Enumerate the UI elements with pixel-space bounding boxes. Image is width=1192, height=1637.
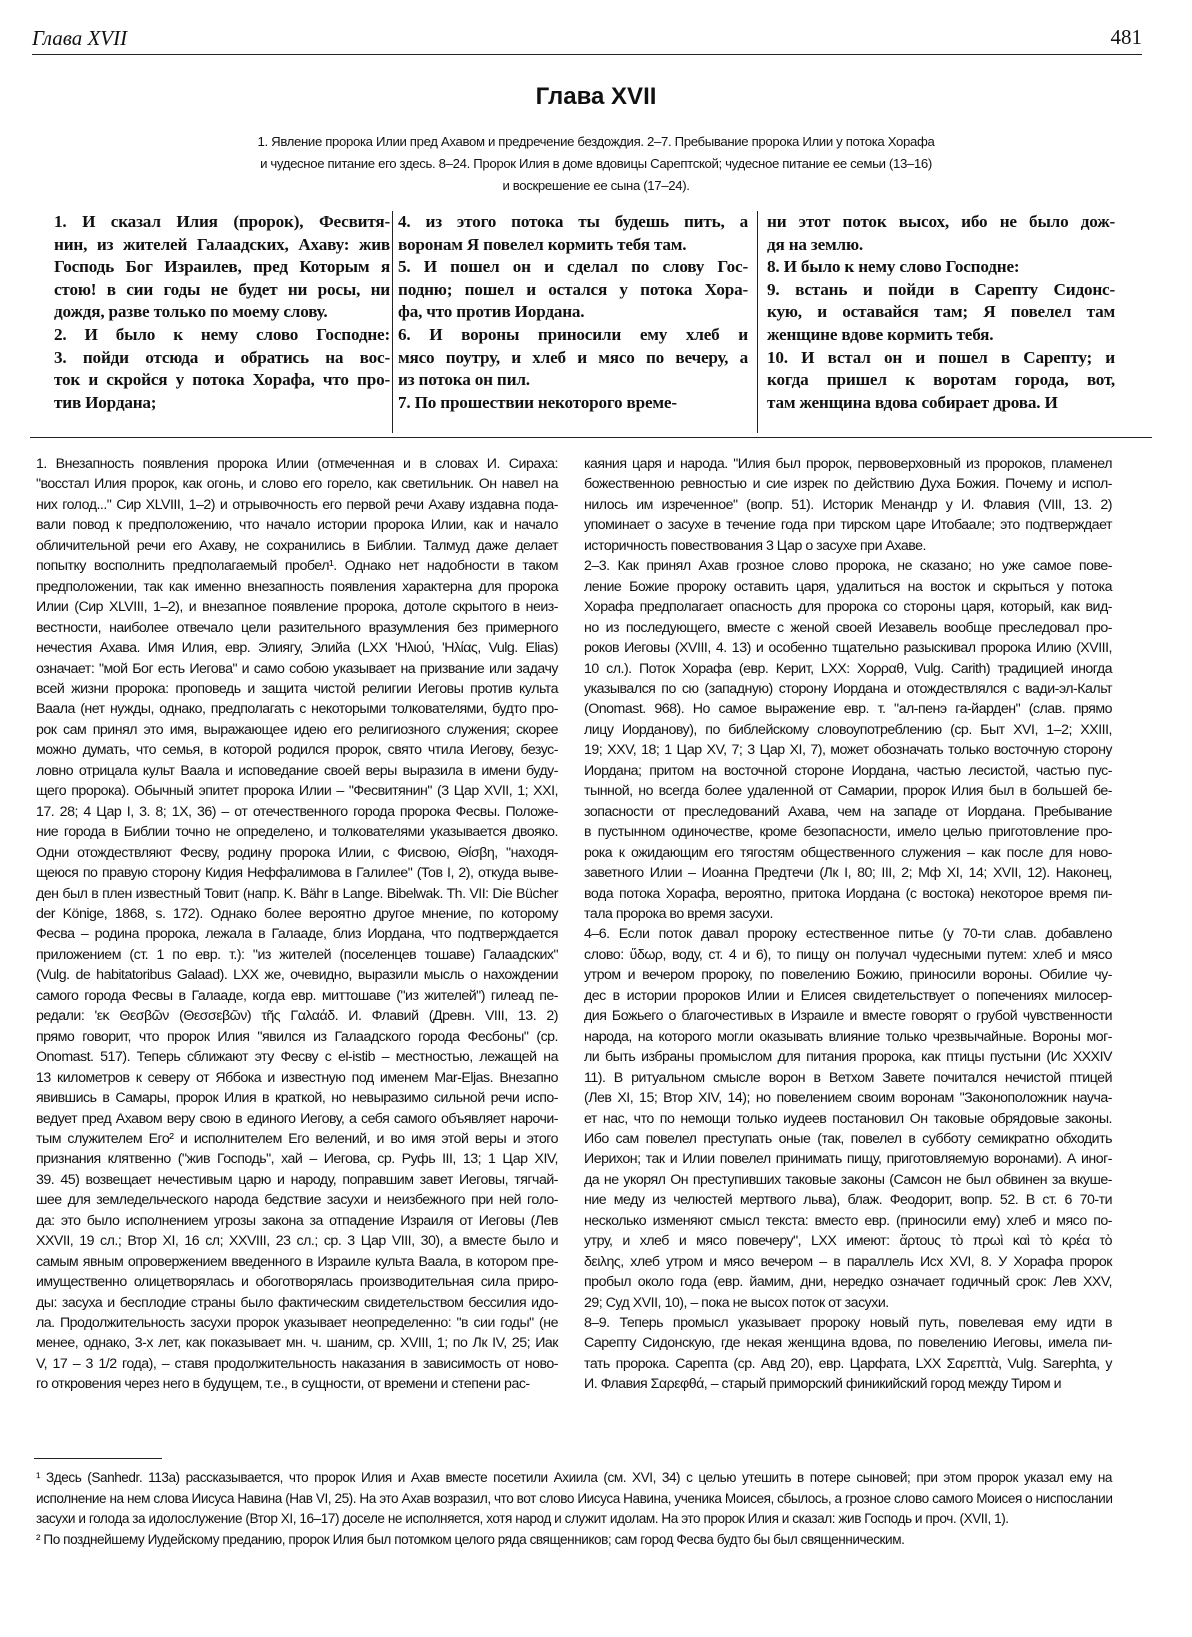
commentary-line: 13 километров к северу от Яббока и известную под именем Mar-Eljas. Внезапно (36, 1069, 558, 1086)
commentary-line: ден был в плен известный Товит (напр. K. Bähr в Lange. Bibelwak. Th. VII: Die Bücher (36, 885, 558, 902)
footnote-line: ² По позднейшему Иудейскому преданию, пророк Илия был потомком целого ряда священников; сам город Фесва будто бы был священническим. (36, 1531, 905, 1547)
commentary-line: der Könige, 1868, s. 172). Однако более вероятно другое мнение, по которому (36, 905, 558, 922)
commentary-line: указывался по сю (западную) сторону Иордана и отождествлялся с вади-эл-Кальт (584, 680, 1112, 697)
verse-line: мясо поутру, и хлеб и мясо по вечеру, а (398, 347, 748, 367)
commentary-line: ла. Продолжительность засухи пророк указывает неопределенно: "в сии годы" (не (36, 1315, 558, 1332)
commentary-line: но из последующего, вместе с женой своей Иезавель вообще преследовал про- (584, 619, 1112, 636)
commentary-line: Сарепту Сидонскую, где некая женщина вдова, по повелению Иеговы, имела пи- (584, 1335, 1112, 1352)
commentary-line: ние меду из челюстей мертвого льва), блаж. Феодорит, вопр. 52. В ст. 6 70-ти (584, 1192, 1112, 1209)
commentary-line: 39. 45) возвещает нечестивым царю и народу, поправшим завет Иеговы, тягчай- (36, 1171, 558, 1188)
scripture-column-1 (54, 211, 390, 436)
verse-line: 6. И вороны приносили ему хлеб и (398, 324, 748, 344)
commentary-line: приложением (ст. 1 по евр. т.): "из жителей (поселенцев тошаве) Галаадских" (36, 946, 558, 963)
commentary-line: заветного Илии – Иоанна Предтечи (Лк I, 80; III, 2; Мф XI, 14; XVII, 12). Наконец, (584, 865, 1112, 882)
column-divider (757, 211, 758, 433)
commentary-line: щего пророка). Обычный эпитет пророка Илии – "Фесвитянин" (3 Цар XVII, 1; XXI, (36, 783, 558, 800)
commentary-line: (Onomast. 968). Но самое выражение евр. т. "ал-пенэ га-йарден" (слав. прямо (584, 701, 1112, 718)
commentary-line: вода потока Хорафа, вероятно, притока Иордана (с востока) некоторое время пи- (584, 885, 1112, 902)
commentary-line: божественною ревностью и сие изрек по действию Духа Божия. Почему и испол- (584, 476, 1112, 493)
verse-line: ток и скройся у потока Хорафа, что про- (54, 370, 390, 390)
verse-line: 5. И пошел он и сделал по слову Гос- (398, 257, 748, 277)
scripture-column-2 (398, 211, 748, 436)
running-head (32, 20, 1142, 55)
commentary-line: V, 17 – 3 1/2 года), – ставя продолжительность наказания в зависимость от ново- (36, 1355, 558, 1372)
commentary-line: народа, на которого могли оказывать влияние только чрезвычайные. Вороны мог- (584, 1028, 1112, 1045)
commentary-line: δειλης, хлеб утром и мясо вечером – в параллель Исх XVI, 8. У Хорафа пророк (584, 1253, 1112, 1270)
commentary-line: пробыл около года (евр. йамим, дни, нередко означает годичный срок: Лев XXV, (584, 1274, 1112, 1291)
commentary-line: щеюся по правую сторону Кидия Неффалимова в Галилее" (Тов I, 2), откуда выве- (36, 865, 558, 882)
commentary-line: да: это было исполнением угрозы закона за отпадение Израиля от Иеговы (Лев (36, 1212, 558, 1229)
verse-line: воронам Я повелел кормить тебя там. (398, 234, 687, 254)
commentary-line: Onomast. 517). Теперь сближают эту Фесву с el-istib – местностью, лежащей на (36, 1049, 558, 1066)
footnote-divider (34, 1458, 162, 1459)
verse-line: стою! в сии годы не будет ни росы, ни (54, 279, 390, 299)
commentary-line: всей жизни пророка: проповедь и защита чистой религии Иеговы против культа (36, 680, 558, 697)
verse-line: из потока он пил. (398, 370, 530, 390)
commentary-line: зопасности от преследований Ахава, чем на западе от Иордана. Пребывание (584, 803, 1112, 820)
commentary-line: предположении, так как именно внезапность появления характерна для пророка (36, 578, 558, 595)
column-divider (392, 211, 393, 433)
commentary-line: Илии (Сир XLVIII, 1–2), и внезапное появление пророка, дотоле скрытого в неиз- (36, 599, 558, 616)
verse-line: 8. И было к нему слово Господне: (767, 257, 1020, 277)
verse-line: Господь Бог Израилев, пред Которым я (54, 257, 390, 277)
commentary-line: имущественно олицетворялась и обоготворялась производительная сила приро- (36, 1274, 558, 1291)
chapter-title: Глава XVII (535, 83, 657, 110)
commentary-line: Ваала (нет нужды, однако, предполагать с некоторыми толкователями, будто про- (36, 701, 558, 718)
verse-line: кую, и оставайся там; Я повелел там (767, 302, 1115, 322)
commentary-line: Иордана; притом на восточной стороне Иордана, частью лесистой, частью пус- (584, 762, 1112, 779)
scripture-column-3 (767, 211, 1115, 436)
verse-line: тив Иордана; (54, 392, 157, 412)
commentary-line: историчность повествования 3 Цар о засухе при Ахаве. (584, 537, 926, 554)
commentary-line: (Лев XI, 15; Втор XIV, 14); но повелением своим воронам "Законоположник науча- (584, 1090, 1112, 1107)
commentary-line: ление Божие пророку оставить царя, удалиться на восток и скрыться у потока (584, 578, 1112, 595)
commentary-line: Иерихон; так и Илии повелел принимать пищу, приготовляемую воронами). А иног- (584, 1151, 1112, 1168)
running-head-chapter: Глава XVII (32, 26, 128, 50)
commentary-line: ли быть избраны промыслом для питания пророка, как птицы пустыни (Ис XXXIV (584, 1049, 1112, 1066)
footnote-line: засухи и голода за идолослужение (Втор XI, 16–17) доселе не исполняется, хотя народ и служит идолам. На это пророк Илия и сказал: жив Господь и проч. (XVII, 1). (36, 1511, 1009, 1526)
commentary-line: 1. Внезапность появления пророка Илии (отмеченная и в словах И. Сираха: (36, 456, 558, 472)
page-number: 481 (1110, 25, 1142, 49)
summary-line: и чудесное питание его здесь. 8–24. Пророк Илия в доме вдовицы Сарептской; чудесное питание ее семьи (13–16) (260, 156, 932, 171)
commentary-line: вали повод к предположению, что начало истории пророка Илии, как и начало (36, 517, 558, 534)
commentary-line: вестности, наиболее отвечало цели разительного вразумления без примерного (36, 619, 558, 636)
commentary-line: ет нас, что по немощи только иудеев постановил Он таковые обрядовые законы. (584, 1110, 1112, 1127)
scripture-divider (30, 437, 1152, 438)
commentary-line: 19; XXV, 18; 1 Цар XV, 7; 3 Цар XI, 7), может обозначать только восточную сторону (584, 742, 1112, 759)
commentary-column-2 (584, 454, 1112, 1395)
commentary-line: рок сам принял это имя, выражающее идею его религиозного служения; скорее (36, 721, 558, 738)
commentary-line: утру, и хлеб и мясо повечеру", LXX имеют: ἄρτους τὸ πρωὶ καὶ τὸ κρέα τὸ (584, 1233, 1112, 1250)
commentary-line: го откровения через него в будущем, т.е., в сущности, от времени и степени рас- (36, 1376, 530, 1393)
commentary-line: 2–3. Как принял Ахав грозное слово пророка, не сказано; но уже самое пове- (584, 558, 1112, 575)
commentary-line: 11). В ритуальном смысле ворон в Ветхом Завете почитался нечистой птицей (584, 1069, 1112, 1086)
verse-line: 2. И было к нему слово Господне: (54, 324, 390, 344)
commentary-line: Фесва – родина пророка, лежала в Галааде, близ Иордана, что подтверждается (36, 926, 558, 943)
commentary-line: несколько изменяют смысл текста: вместо евр. (приносили ему) хлеб и мясо по- (584, 1212, 1112, 1229)
verse-line: нин, из жителей Галаадских, Ахаву: жив (54, 234, 390, 254)
commentary-line: признания клятвенно ("жив Господь", хай – Иегова, ср. Руфь III, 13; 1 Цар XIV, (36, 1151, 558, 1168)
verse-line: фа, что против Иордана. (398, 302, 585, 322)
commentary-line: самого города Фесвы в Галааде, когда евр. миттошаве ("из жителей") гилеад пе- (36, 987, 558, 1004)
commentary-line: (Vulg. de habitatoribus Galaad). LXX же, очевидно, выразили мысль о нахождении (36, 967, 558, 984)
commentary-line: попытку восполнить предполагаемый пробел¹. Однако нет надобности в таком (36, 558, 558, 575)
commentary-line: ние города в Библии точно не определено, и толкователями указывается двояко. (36, 824, 558, 841)
commentary-line: утром и вечером пророку, по повелению Божию, приносили вороны. Обилие чу- (584, 967, 1112, 984)
commentary-line: ды: засуха и бесплодие страны было фактическим свидетельством бессилия идо- (36, 1294, 558, 1311)
commentary-line: 8–9. Теперь промысл указывает пророку новый путь, повелевая ему идти в (584, 1315, 1112, 1332)
commentary-line: Одни отождествляют Фесву, родину пророка Илии, с Фисвою, Θίσβη, "находя- (36, 844, 558, 861)
commentary-line: тала пророка во время засухи. (584, 905, 773, 922)
commentary-line: редали: 'εκ Θεσβῶν (Θεσσεβῶν) τῆς Γαλαάδ. И. Флавий (Древн. VIII, 13. 2) (36, 1008, 558, 1025)
footnotes (36, 1468, 1112, 1550)
commentary-line: И. Флавия Σαρεφθά, – старый приморский финикийский город между Тиром и (584, 1376, 1062, 1393)
commentary-line: ведует пред Ахавом веру свою в единого Иегову, а себя самого объявляет нарочи- (36, 1110, 558, 1127)
commentary-line: дес в истории пророков Илии и Елисея свидетельствует о попечениях милосер- (584, 987, 1112, 1004)
commentary-line: 4–6. Если поток давал пророку естественное питье (у 70-ти слав. добавлено (584, 926, 1112, 943)
verse-line: там женщина вдова собирает дрова. И (767, 392, 1058, 412)
commentary-line: 29; Суд XVII, 10), – пока не высох поток от засухи. (584, 1294, 889, 1311)
commentary-line: тать пророка. Сарепта (ср. Авд 20), евр. Царфата, LXX Σαρεπτὰ, Vulg. Sarephta, у (584, 1355, 1112, 1372)
verse-line: 3. пойди отсюда и обратись на вос- (54, 347, 390, 367)
commentary-line: самым явным опровержением введенного в Израиле культа Ваала, в котором пре- (36, 1253, 558, 1270)
summary-line: и воскрешение ее сына (17–24). (502, 178, 690, 193)
commentary-line: да не укорял Он преступивших таковые законы (Самсон не был обвинен за вкуше- (584, 1171, 1112, 1188)
commentary-line: в пустынном одиночестве, кроме безопасности, имело целью приготовление про- (584, 824, 1112, 841)
commentary-line: нечестия Ахава. Имя Илия, евр. Элиягу, Элийа (LXX 'Ηλιού, 'Ηλίας, Vulg. Elias) (36, 640, 558, 657)
verse-line: 1. И сказал Илия (пророк), Фесвитя- (54, 212, 390, 231)
commentary-line: Хорафа предполагает опасность для пророка со стороны царя, который, как вид- (584, 599, 1112, 616)
commentary-line: XXVII, 19 сл.; Втор XI, 16 сл; XXVIII, 23 сл.; ср. 3 Цар VIII, 30), а вместе было и (36, 1233, 558, 1250)
commentary-line: нилось им изреченное" (вопр. 51). Историк Менандр у И. Флавия (VIII, 13. 2) (584, 496, 1112, 513)
verse-line: когда пришел к воротам города, вот, (767, 370, 1115, 390)
verse-line: 7. По прошествии некоторого време- (398, 392, 677, 412)
commentary-line: шее для земледельческого народа бедствие засухи и неизбежного при ней голо- (36, 1192, 558, 1209)
commentary-line: "восстал Илия пророк, как огонь, и слово его горело, как светильник. Он навел на (36, 476, 558, 493)
commentary-line: ловно отрицала культ Ваала и исповедание своей веры выразила в имени буду- (36, 762, 558, 779)
commentary-line: слово: ὕδωρ, воду, ст. 4 и 6), то пищу он получал чудесными путем: хлеб и мясо (584, 946, 1112, 963)
commentary-line: Ибо сам повелел преступать оные (так, повелел в субботу семикратно обходить (584, 1130, 1112, 1147)
verse-line: подню; пошел и остался у потока Хора- (398, 279, 748, 299)
commentary-line: 17. 28; 4 Цар I, 3. 8; 1X, 36) – от отечественного города пророка Фесвы. Положе- (36, 803, 558, 820)
commentary-line: менее, однако, 3-х лет, как показывает мн. ч. шаним, ср. XVIII, 1; по Лк IV, 25; Иак (36, 1335, 558, 1352)
summary-line: 1. Явление пророка Илии пред Ахавом и предречение бездождия. 2–7. Пребывание пророка Илии у потока Хорафа (257, 134, 935, 149)
commentary-line: рока к ожидающим его тягостям общественного служения – как после для ново- (584, 844, 1112, 861)
verse-line: 10. И встал он и пошел в Сарепту; и (767, 347, 1115, 367)
commentary-line: каяния царя и народа. "Илия был пророк, первоверховный из пророков, пламенел (584, 456, 1112, 472)
commentary-line: тынной, но всегда более удаленной от Самарии, пророк Илия был в большей бе- (584, 783, 1112, 800)
commentary-column-1 (36, 454, 558, 1395)
commentary-line: прямо говорит, что пророк Илия "явился из Галаадского города Фесбоны" (ср. (36, 1028, 558, 1045)
commentary-line: означает: "мой Бог есть Иегова" и само собою указывает на призвание или задачу (36, 660, 558, 677)
commentary-line: лицу Иорданову), по библейскому словоупотреблению (ср. Быт XVI, 1–2; XXIII, (584, 721, 1112, 738)
verse-line: 4. из этого потока ты будешь пить, а (398, 212, 748, 231)
commentary-line: 10 сл.). Поток Хорафа (евр. Керит, LXX: Χορραθ, Vulg. Carith) традицией иногда (584, 660, 1112, 677)
commentary-line: дия Божьего о благочестивых в Израиле и вместе говорят о грубой чувственности (584, 1008, 1112, 1025)
commentary-line: тым служителем Его² и исполнителем Его велений, и во имя этой веры и этого (36, 1130, 558, 1147)
commentary-line: можно думать, что семья, в которой родился пророк, свято чтила Иегову, безус- (36, 742, 558, 759)
verse-line: дождя, разве только по моему слову. (54, 302, 328, 322)
footnote-line: ¹ Здесь (Sanhedr. 113a) рассказывается, что пророк Илия и Ахав вместе посетили Ахиила (см. XVI, 34) с целью утешить в потере сыновей; при этом пророк указал ему на (36, 1470, 1112, 1485)
commentary-line: явившись в Самары, пророк Илия в краткой, но невыразимо сильной речи испо- (36, 1090, 558, 1107)
verse-line: 9. встань и пойди в Сарепту Сидонс- (767, 279, 1115, 299)
commentary-line: них голод..." Сир XLVIII, 1–2) и отрывочность его первой речи Ахаву издавна пода- (36, 496, 558, 513)
footnote-line: исполнение на нем слова Иисуса Навина (Нав VI, 25). На это Ахав возразил, что вот слово Иисуса Навина, ученика Моисея, сбылось, а грозное слово самого Моисея о ниспослании (36, 1490, 1113, 1506)
verse-line: женщине вдове кормить тебя. (767, 324, 994, 344)
verse-line: дя на землю. (767, 234, 864, 254)
chapter-summary (130, 131, 1062, 197)
commentary-line: упоминает о засухе в течение года при тирском царе Итобаале; это подтверждает (584, 517, 1112, 534)
verse-line: ни этот поток высох, ибо не было дож- (767, 212, 1115, 231)
commentary-line: обличительной речи его Ахаву, не сохранились в Библии. Талмуд даже делает (36, 537, 558, 554)
commentary-line: роков Иеговы (XVIII, 4. 13) и особенно тщательно разыскивал пророка Илию (XVIII, (584, 640, 1112, 657)
